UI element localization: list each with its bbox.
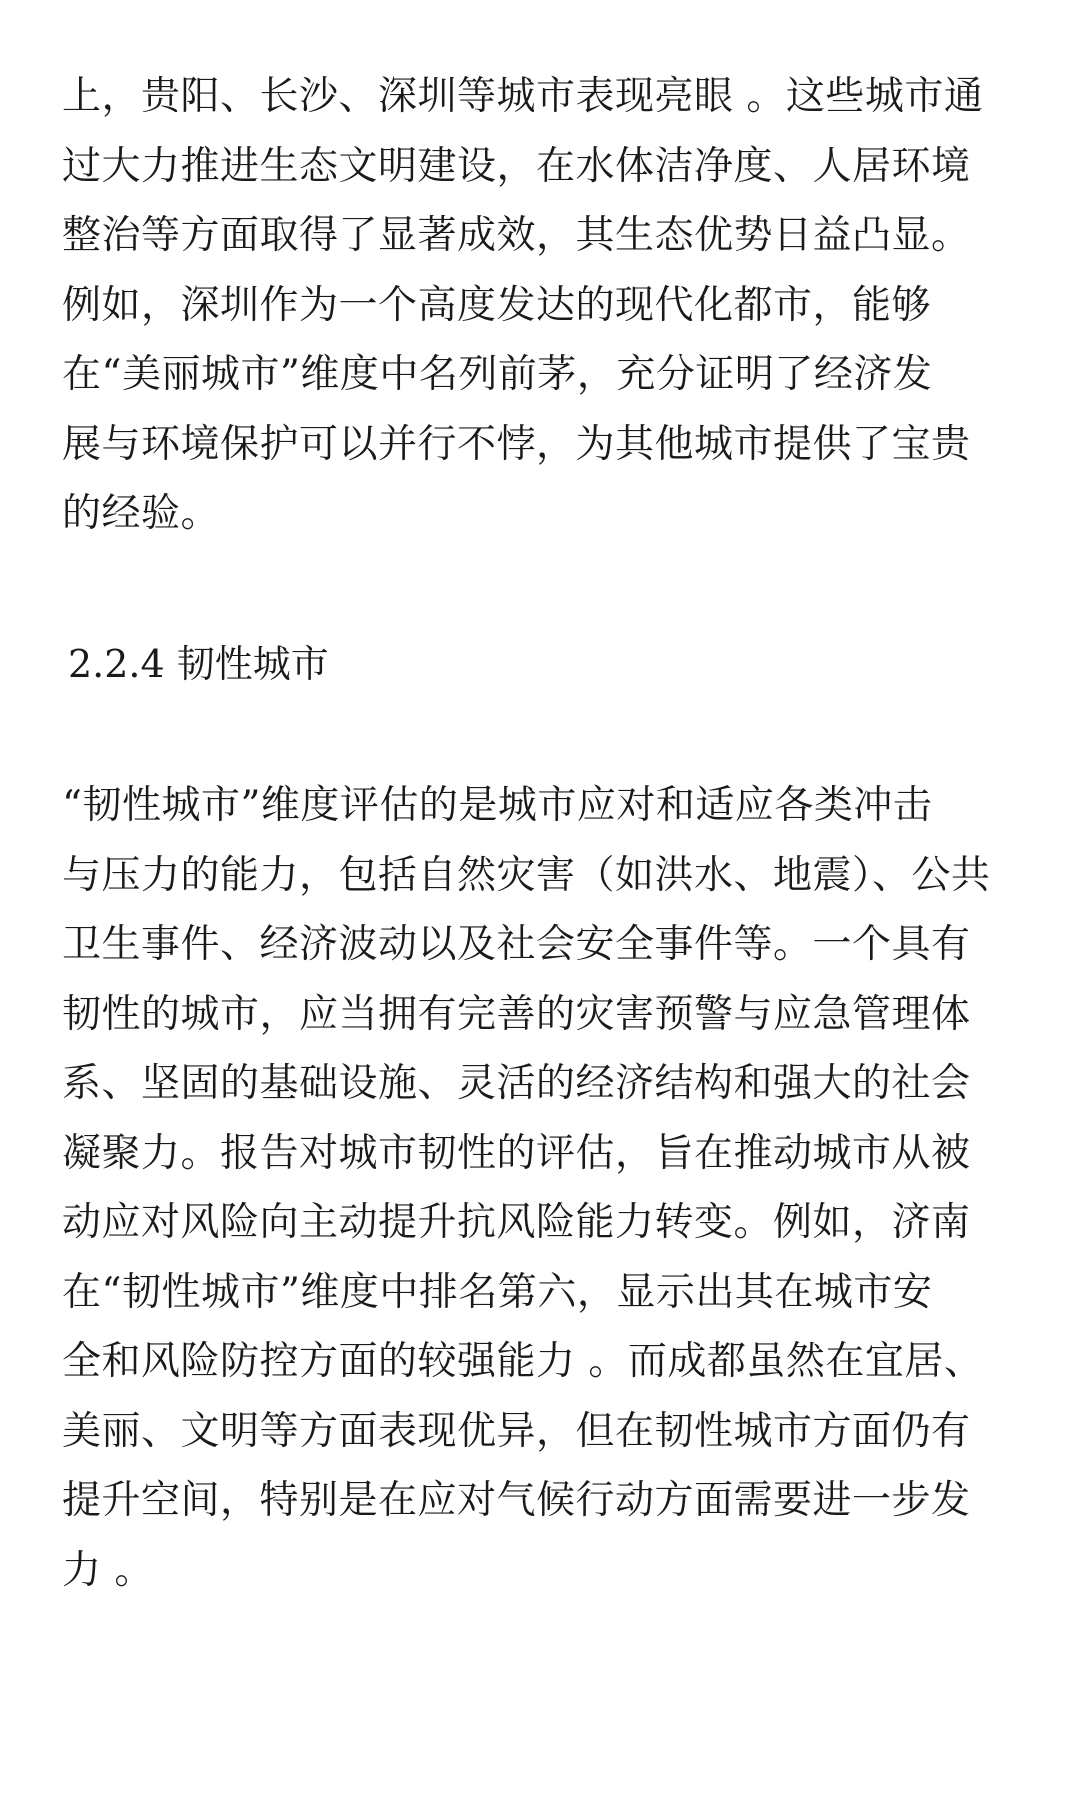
paragraph-2-line: “韧性城市”维度评估的是城市应对和适应各类冲击 [62,783,933,828]
paragraph-2-line: 卫生事件、经济波动以及社会安全事件等。一个具有 [62,922,971,967]
paragraph-1-line: 在“美丽城市”维度中名列前茅，充分证明了经济发 [62,352,933,397]
paragraph-1-line: 整治等方面取得了显著成效，其生态优势日益凸显。 [62,213,971,258]
paragraph-2-line: 提升空间，特别是在应对气候行动方面需要进一步发 [62,1478,971,1523]
section-heading: 2.2.4 韧性城市 [68,642,329,686]
paragraph-1-line: 过大力推进生态文明建设，在水体洁净度、人居环境 [62,143,971,189]
paragraph-2-line: 凝聚力。报告对城市韧性的评估，旨在推动城市从被 [62,1130,971,1176]
paragraph-1-line: 上，贵阳、长沙、深圳等城市表现亮眼 。这些城市通 [62,74,984,119]
paragraph-2-line: 美丽、文明等方面表现优异，但在韧性城市方面仍有 [62,1408,971,1454]
paragraph-2-line: 系、坚固的基础设施、灵活的经济结构和强大的社会 [62,1061,971,1106]
paragraph-1-line: 例如，深圳作为一个高度发达的现代化都市，能够 [62,282,932,328]
paragraph-2-line: 与压力的能力，包括自然灾害（如洪水、地震）、公共 [62,852,991,898]
paragraph-1-line: 的经验。 [62,491,221,536]
paragraph-2-line: 韧性的城市，应当拥有完善的灾害预警与应急管理体 [62,991,971,1037]
paragraph-2 [62,771,991,1605]
paragraph-2-line: 力 。 [62,1547,154,1593]
paragraph-1 [62,62,983,549]
paragraph-1-line: 展与环境保护可以并行不悖，为其他城市提供了宝贵 [62,421,971,467]
paragraph-2-line: 全和风险防控方面的较强能力 。而成都虽然在宜居、 [62,1339,984,1384]
paragraph-2-line: 动应对风险向主动提升抗风险能力转变。例如，济南 [62,1200,971,1245]
paragraph-2-line: 在“韧性城市”维度中排名第六，显示出其在城市安 [62,1269,933,1315]
